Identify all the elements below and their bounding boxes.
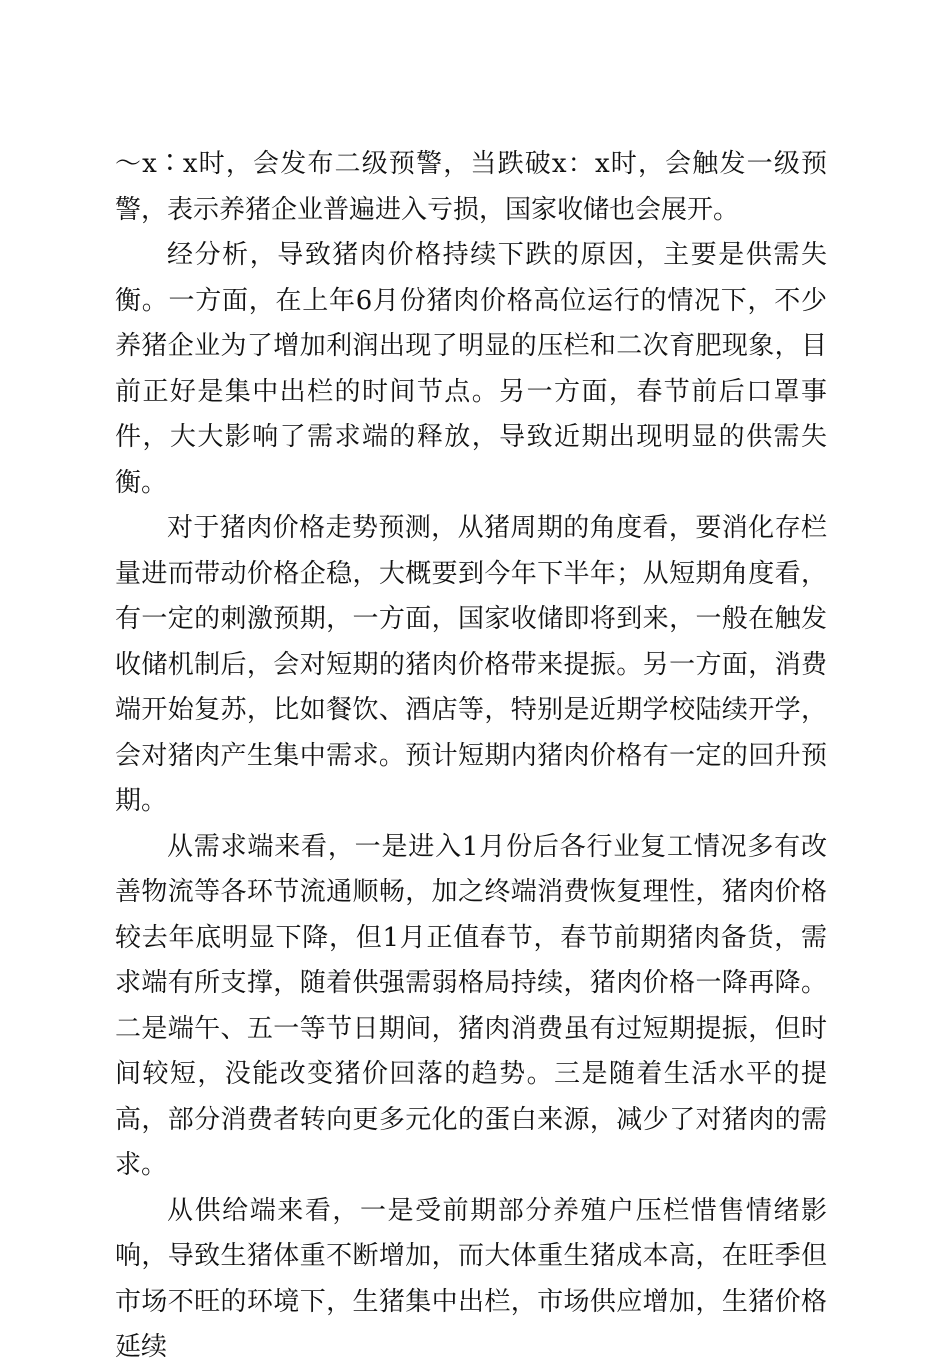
paragraph-supply-side: 从供给端来看，一是受前期部分养殖户压栏惜售情绪影响，导致生猪体重不断增加，而大体重生猪成本高，在旺季但市场不旺的环境下，生猪集中出栏，市场供应增加，生猪价格延续 [115, 1195, 827, 1362]
paragraph-cause-analysis: 经分析，导致猪肉价格持续下跌的原因，主要是供需失衡。一方面，在上年6月份猪肉价格高位运行的情况下，不少养猪企业为了增加利润出现了明显的压栏和二次育肥现象，目前正好是集中出栏的时间节点。另一方面，春节前后口罩事件，大大影响了需求端的释放，导致近期出现明显的供需失衡。 [115, 240, 827, 498]
paragraph-price-forecast: 对于猪肉价格走势预测，从猪周期的角度看，要消化存栏量进而带动价格企稳，大概要到今年下半年；从短期角度看，有一定的刺激预期，一方面，国家收储即将到来，一般在触发收储机制后，会对短期的猪肉价格带来提振。另一方面，消费端开始复苏，比如餐饮、酒店等，特别是近期学校陆续开学，会对猪肉产生集中需求。预计短期内猪肉价格有一定的回升预期。 [115, 513, 827, 816]
paragraph-early-warning: ～x∶x时，会发布二级预警，当跌破x：x时，会触发一级预警，表示养猪企业普遍进入亏损，国家收储也会展开。 [115, 149, 827, 225]
paragraph-demand-side: 从需求端来看，一是进入1月份后各行业复工情况多有改善物流等各环节流通顺畅，加之终端消费恢复理性，猪肉价格较去年底明显下降，但1月正值春节，春节前期猪肉备货，需求端有所支撑，随着供强需弱格局持续，猪肉价格一降再降。二是端午、五一等节日期间，猪肉消费虽有过短期提振，但时间较短，没能改变猪价回落的趋势。三是随着生活水平的提高，部分消费者转向更多元化的蛋白来源，减少了对猪肉的需求。 [115, 831, 827, 1180]
document-body [115, 142, 827, 1371]
